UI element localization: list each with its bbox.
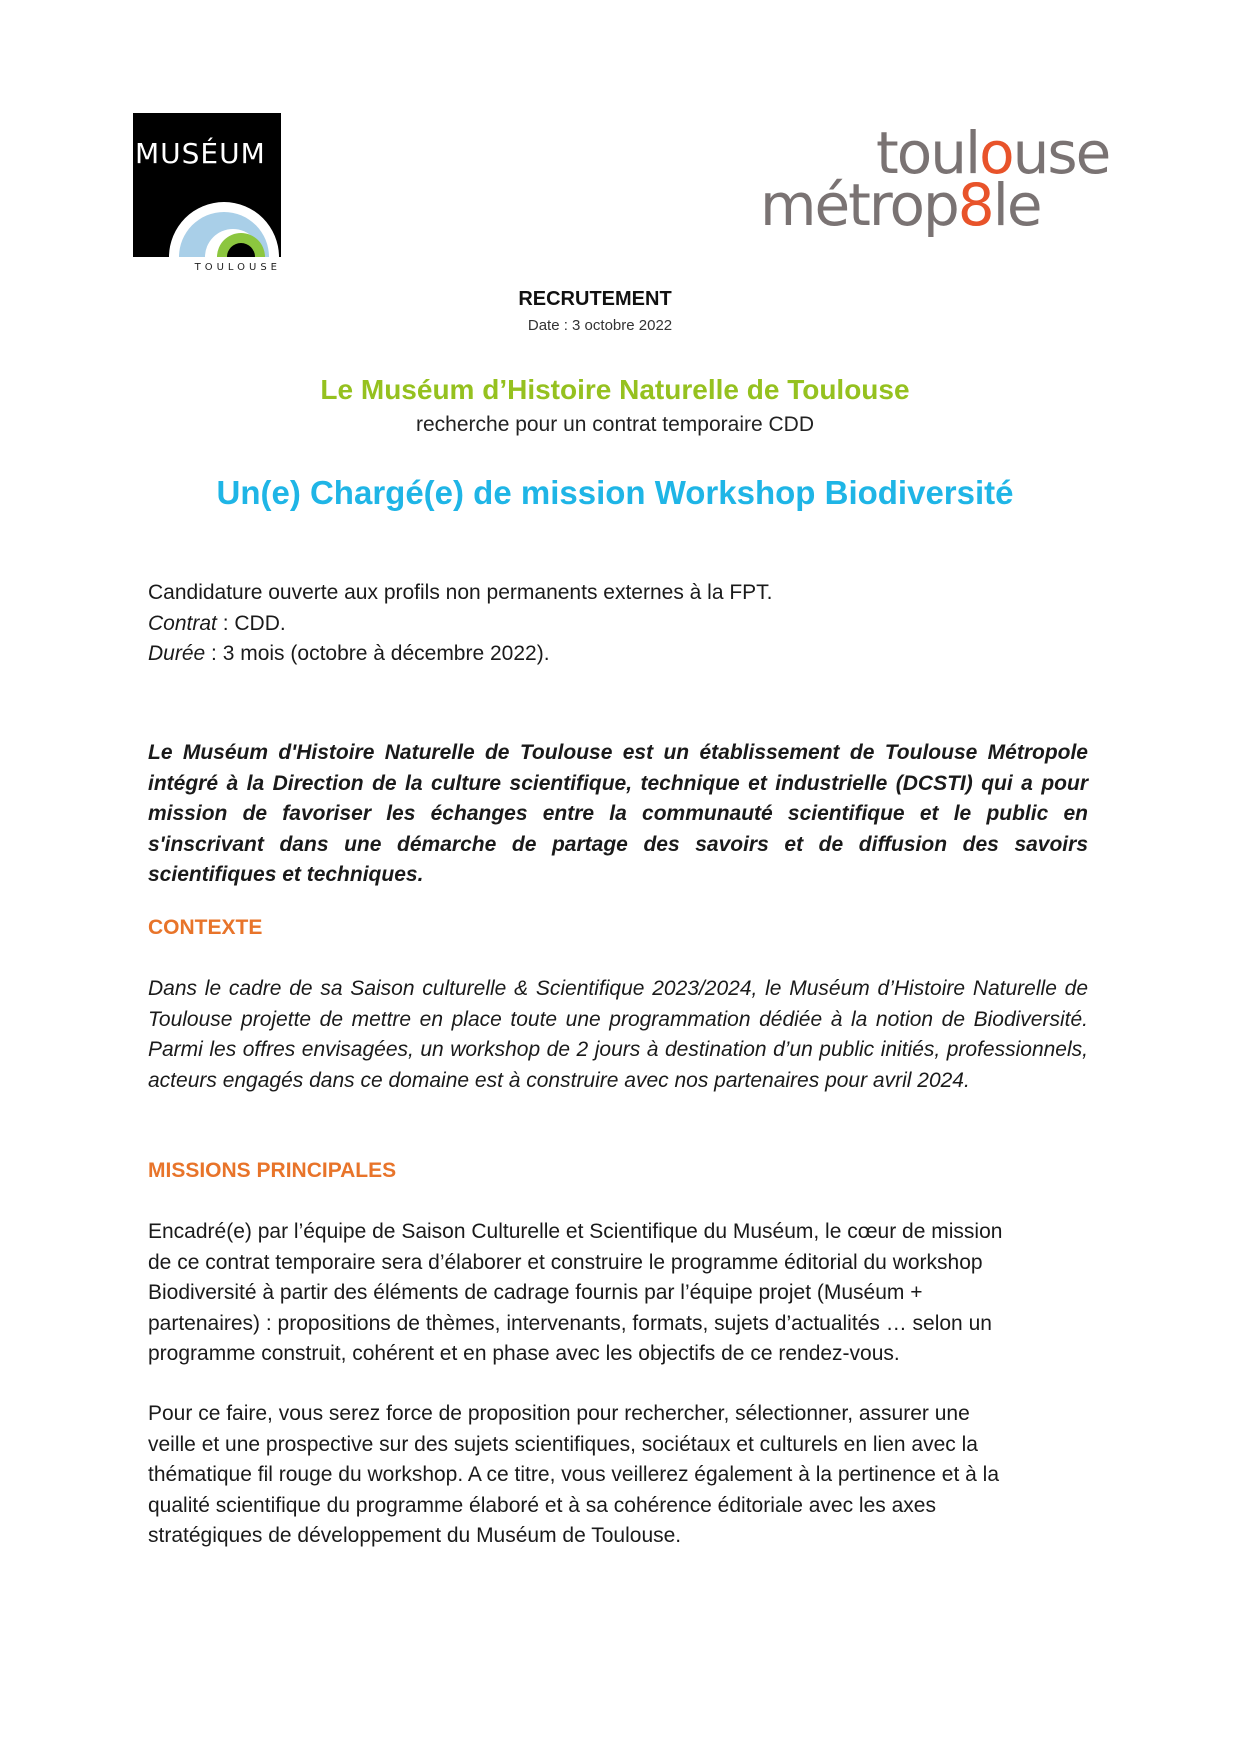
logo-text: toul <box>876 119 980 187</box>
logo-text: métrop <box>760 171 958 239</box>
missions-line: programme construit, cohérent et en phase avec les objectifs de ce rendez-vous. <box>148 1342 900 1365</box>
contract-label: Contrat <box>148 611 217 635</box>
recruitment-heading: RECRUTEMENT <box>518 288 672 310</box>
museum-logo-city: TOULOUSE <box>194 262 281 273</box>
museum-logo-emblem <box>133 113 281 257</box>
duration-value: : 3 mois (octobre à décembre 2022). <box>205 642 550 665</box>
missions-line: Pour ce faire, vous serez force de proposition pour rechercher, sélectionner, assurer une <box>148 1402 970 1425</box>
missions-line: partenaires) : propositions de thèmes, intervenants, formats, sujets d’actualités … selon un <box>148 1311 992 1335</box>
logo-text: use <box>1012 119 1110 187</box>
contract-line <box>148 609 1088 640</box>
missions-paragraph-1 <box>148 1217 1088 1370</box>
missions-line: qualité scientifique du programme élaboré et à sa cohérence éditoriale avec les axes <box>148 1493 936 1517</box>
logo-text: le <box>992 171 1041 239</box>
logo-accent: 8 <box>957 171 993 239</box>
intro-line: Candidature ouverte aux profils non permanents externes à la FPT. <box>148 581 773 604</box>
job-title: Un(e) Chargé(e) de mission Workshop Biodiversité <box>216 474 1014 511</box>
document-date: Date : 3 octobre 2022 <box>527 317 673 334</box>
duration-label: Durée <box>148 642 206 665</box>
toulouse-metropole-logo <box>760 118 1160 238</box>
missions-line: de ce contrat temporaire sera d’élaborer et construire le programme éditorial du workshop <box>148 1250 983 1274</box>
organization-name: Le Muséum d’Histoire Naturelle de Toulouse <box>320 374 910 405</box>
missions-paragraph-2 <box>148 1399 1088 1552</box>
museum-logo-word: MUSÉUM <box>135 137 266 170</box>
contexte-text: Dans le cadre de sa Saison culturelle & Scientifique 2023/2024, le Muséum d’Histoire Naturelle de Toulouse projette de mettre en place toute une programmation dédiée à la notion de Biodiversité. Parmi les offres envisagées, un workshop de 2 jours à destination d’un public initiés, professionnels, acteurs engagés dans ce domaine est à construire avec nos partenaires pour avril 2024. <box>148 977 1088 1092</box>
presentation-text: Le Muséum d'Histoire Naturelle de Toulouse est un établissement de Toulouse Métropole intégré à la Direction de la culture scientifique, technique et industrielle (DCSTI) qui a pour mission de favoriser les échanges entre la communauté scientifique et le public en s'inscrivant dans une démarche de partage des savoirs et de diffusion des savoirs scientifiques et techniques. <box>148 741 1088 886</box>
organization-subtitle: recherche pour un contrat temporaire CDD <box>415 413 814 436</box>
museum-presentation <box>148 738 1088 891</box>
contract-value: : CDD. <box>216 611 286 635</box>
section-title-contexte: CONTEXTE <box>148 916 263 939</box>
logo-accent: o <box>979 119 1013 187</box>
missions-line: Encadré(e) par l’équipe de Saison Culturelle et Scientifique du Muséum, le cœur de mission <box>148 1220 1003 1243</box>
section-title-missions: MISSIONS PRINCIPALES <box>148 1159 397 1182</box>
contexte-block <box>148 974 1088 1096</box>
intro-block <box>148 578 1088 670</box>
missions-line: stratégiques de développement du Muséum de Toulouse. <box>148 1524 682 1547</box>
duration-line <box>148 639 1088 670</box>
missions-line: Biodiversité à partir des éléments de cadrage fournis par l’équipe projet (Muséum + <box>148 1281 923 1304</box>
museum-logo <box>133 113 281 257</box>
logo-line-metropole <box>760 171 1041 239</box>
missions-line: veille et une prospective sur des sujets scientifiques, sociétaux et culturels en lien avec la <box>148 1432 978 1456</box>
missions-line: thématique fil rouge du workshop. A ce titre, vous veillerez également à la pertinence et à la <box>148 1463 999 1486</box>
